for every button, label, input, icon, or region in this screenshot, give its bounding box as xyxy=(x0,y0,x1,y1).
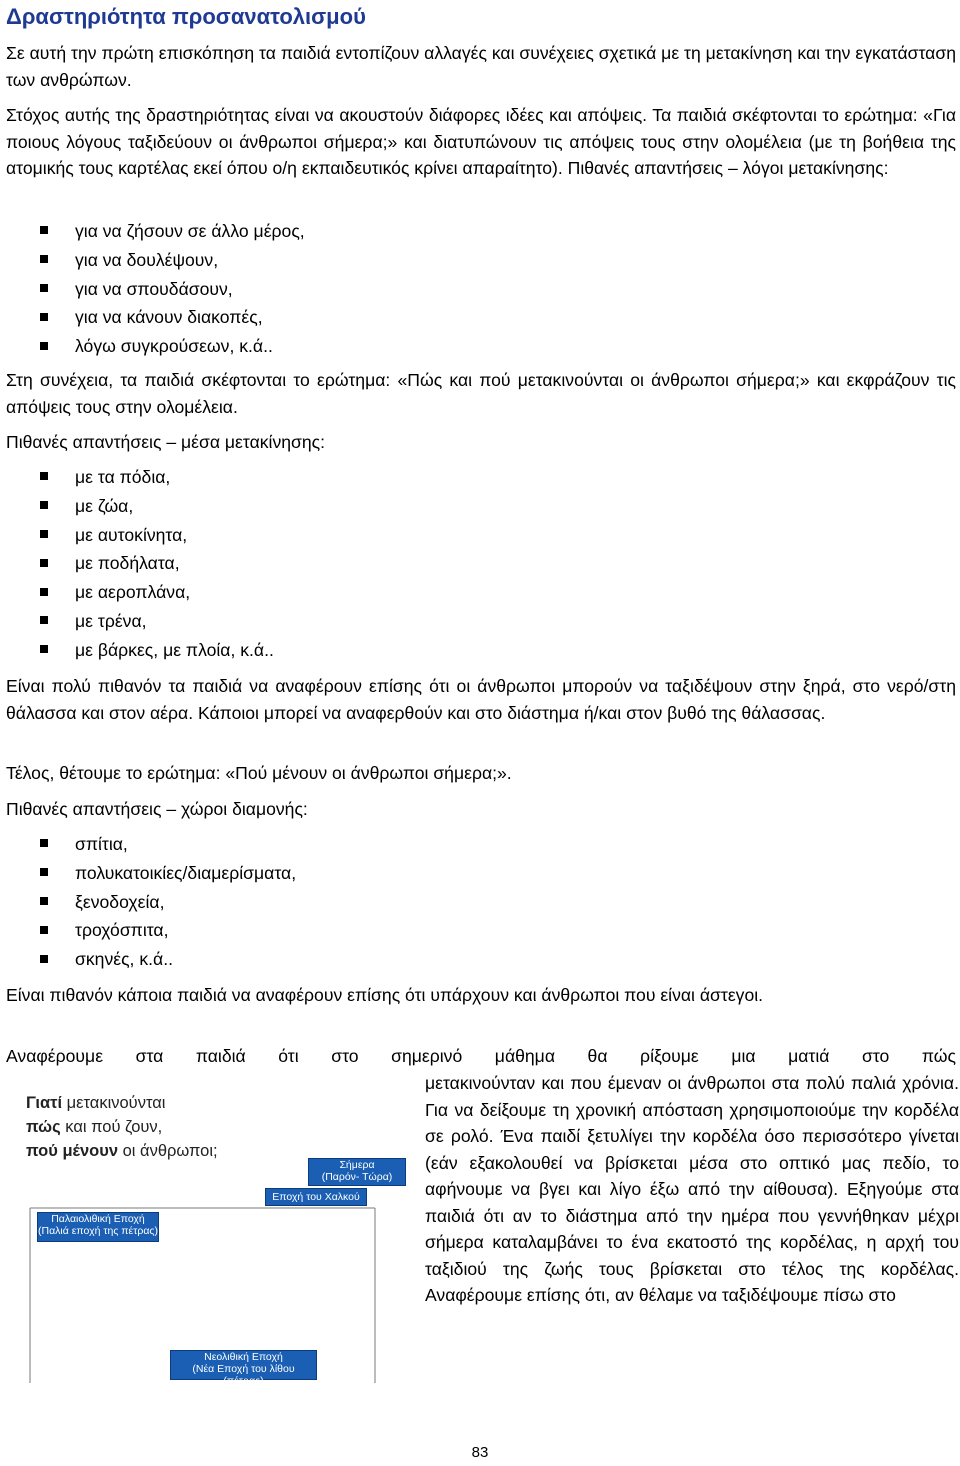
goal-paragraph: Στόχος αυτής της δραστηριότητας είναι να ακουστούν διάφορες ιδέες και απόψεις. Τα παιδιά σκέφτονται το ερώτημα: «Για ποιους λόγους ταξιδεύουν οι άνθρωποι σήμερα;» και διατυπώνουν τις απόψεις τους στην ολομέλεια (με τη βοήθεια της ατομικής τους καρτέλας εκεί όπου ο/η εκπαιδευτικός κρίνει απαραίτητο). Πιθανές απαντήσεις – λόγοι μετακίνησης: xyxy=(6,105,956,178)
square-bullet-icon xyxy=(40,313,48,321)
square-bullet-icon xyxy=(40,839,48,847)
square-bullet-icon xyxy=(40,897,48,905)
square-bullet-icon xyxy=(40,284,48,292)
bronze-age-box: Εποχή του Χαλκού xyxy=(265,1188,367,1206)
square-bullet-icon xyxy=(40,588,48,596)
list-item: για να ζήσουν σε άλλο μέρος, xyxy=(40,217,305,246)
housing-list xyxy=(40,830,296,974)
intro-paragraph: Σε αυτή την πρώτη επισκόπηση τα παιδιά εντοπίζουν αλλαγές και συνέχειες σχετικά με τη μετακίνηση και την εγκατάσταση των ανθρώπων. xyxy=(6,43,956,90)
square-bullet-icon xyxy=(40,955,48,963)
page-title: Δραστηριότητα προσανατολισμού xyxy=(6,4,366,29)
figure-question-line-3: πού μένουν οι άνθρωποι; xyxy=(26,1142,218,1160)
today-box: Σήμερα (Παρόν- Τώρα) xyxy=(308,1158,406,1186)
housing-heading: Πιθανές απαντήσεις – χώροι διαμονής: xyxy=(6,799,308,819)
list-item: με τα πόδια, xyxy=(40,463,274,492)
square-bullet-icon xyxy=(40,226,48,234)
list-item: με τρένα, xyxy=(40,607,274,636)
travel-paragraph: Είναι πολύ πιθανόν τα παιδιά να αναφέρουν επίσης ότι οι άνθρωποι μπορούν να ταξιδέψουν στην ξηρά, στο νερό/στη θάλασσα και στον αέρα. Κάποιοι μπορεί να αναφερθούν και στο διάστημα ή/και στον βυθό της θάλασσας. xyxy=(6,676,956,723)
list-item: με αεροπλάνα, xyxy=(40,578,274,607)
square-bullet-icon xyxy=(40,342,48,350)
question-paragraph: Στη συνέχεια, τα παιδιά σκέφτονται το ερώτημα: «Πώς και πού μετακινούνται οι άνθρωποι σήμερα;» και εκφράζουν τις απόψεις τους στην ολομέλεια. xyxy=(6,370,956,417)
list-item: για να σπουδάσουν, xyxy=(40,275,305,304)
list-item: για να δουλέψουν, xyxy=(40,246,305,275)
square-bullet-icon xyxy=(40,616,48,624)
timeline-figure xyxy=(20,1088,405,1387)
list-item: σπίτια, xyxy=(40,830,296,859)
list-item: λόγω συγκρούσεων, κ.ά.. xyxy=(40,332,305,361)
timeline-paragraph-wrapped: μετακινούνταν και που έμεναν οι άνθρωποι στα πολύ παλιά χρόνια. Για να δείξουμε τη χρονική απόσταση χρησιμοποιούμε την κορδέλα σε ρολό. Ένα παιδί ξετυλίγει την κορδέλα όσο περισσότερο γίνεται (εάν εξακολουθεί να βρίσκεται μέσα στο οπτικό μας πεδίο, το αφήνουμε να βγει και λίγο έξω από την αίθουσα). Εξηγούμε στα παιδιά ότι αν το διάστημα από την ημέρα που γεννήθηκαν μέχρι σήμερα καταλαμβάνει το ένα εκατοστό της κορδέλας, η αρχή του ταξιδιού της ζωής τους βρίσκεται στο τέλος της κορδέλας. Αναφέρουμε επίσης ότι, αν θέλαμε να ταξιδέψουμε πίσω στο xyxy=(425,1073,959,1305)
list-item: πολυκατοικίες/διαμερίσματα, xyxy=(40,859,296,888)
final-question: Τέλος, θέτουμε το ερώτημα: «Πού μένουν οι άνθρωποι σήμερα;». xyxy=(6,763,512,783)
list-item: με ζώα, xyxy=(40,492,274,521)
means-heading: Πιθανές απαντήσεις – μέσα μετακίνησης: xyxy=(6,432,326,452)
list-item: σκηνές, κ.ά.. xyxy=(40,945,296,974)
reasons-list xyxy=(40,217,305,361)
square-bullet-icon xyxy=(40,926,48,934)
page-number: 83 xyxy=(471,1444,489,1461)
square-bullet-icon xyxy=(40,559,48,567)
square-bullet-icon xyxy=(40,530,48,538)
neolithic-box: Νεολιθική Εποχή (Νέα Εποχή του λίθου (πέτρας) xyxy=(170,1350,317,1380)
homeless-paragraph: Είναι πιθανόν κάποια παιδιά να αναφέρουν επίσης ότι υπάρχουν και άνθρωποι που είναι άστεγοι. xyxy=(6,985,764,1005)
list-item: ξενοδοχεία, xyxy=(40,888,296,917)
square-bullet-icon xyxy=(40,868,48,876)
square-bullet-icon xyxy=(40,472,48,480)
list-item: τροχόσπιτα, xyxy=(40,916,296,945)
figure-question-line-1: Γιατί μετακινούνται xyxy=(26,1094,166,1112)
list-item: για να κάνουν διακοπές, xyxy=(40,303,305,332)
paleolithic-box: Παλαιολιθική Εποχή (Παλιά εποχή της πέτρας) xyxy=(37,1212,159,1242)
list-item: με βάρκες, με πλοία, κ.ά.. xyxy=(40,636,274,665)
square-bullet-icon xyxy=(40,501,48,509)
list-item: με ποδήλατα, xyxy=(40,549,274,578)
square-bullet-icon xyxy=(40,645,48,653)
means-list xyxy=(40,463,274,665)
square-bullet-icon xyxy=(40,255,48,263)
timeline-paragraph-first-line: Αναφέρουμε στα παιδιά ότι στο σημερινό μάθημα θα ρίξουμε μια ματιά στο πώς xyxy=(6,1046,956,1066)
figure-question-line-2: πώς και πού ζουν, xyxy=(26,1118,163,1136)
list-item: με αυτοκίνητα, xyxy=(40,521,274,550)
